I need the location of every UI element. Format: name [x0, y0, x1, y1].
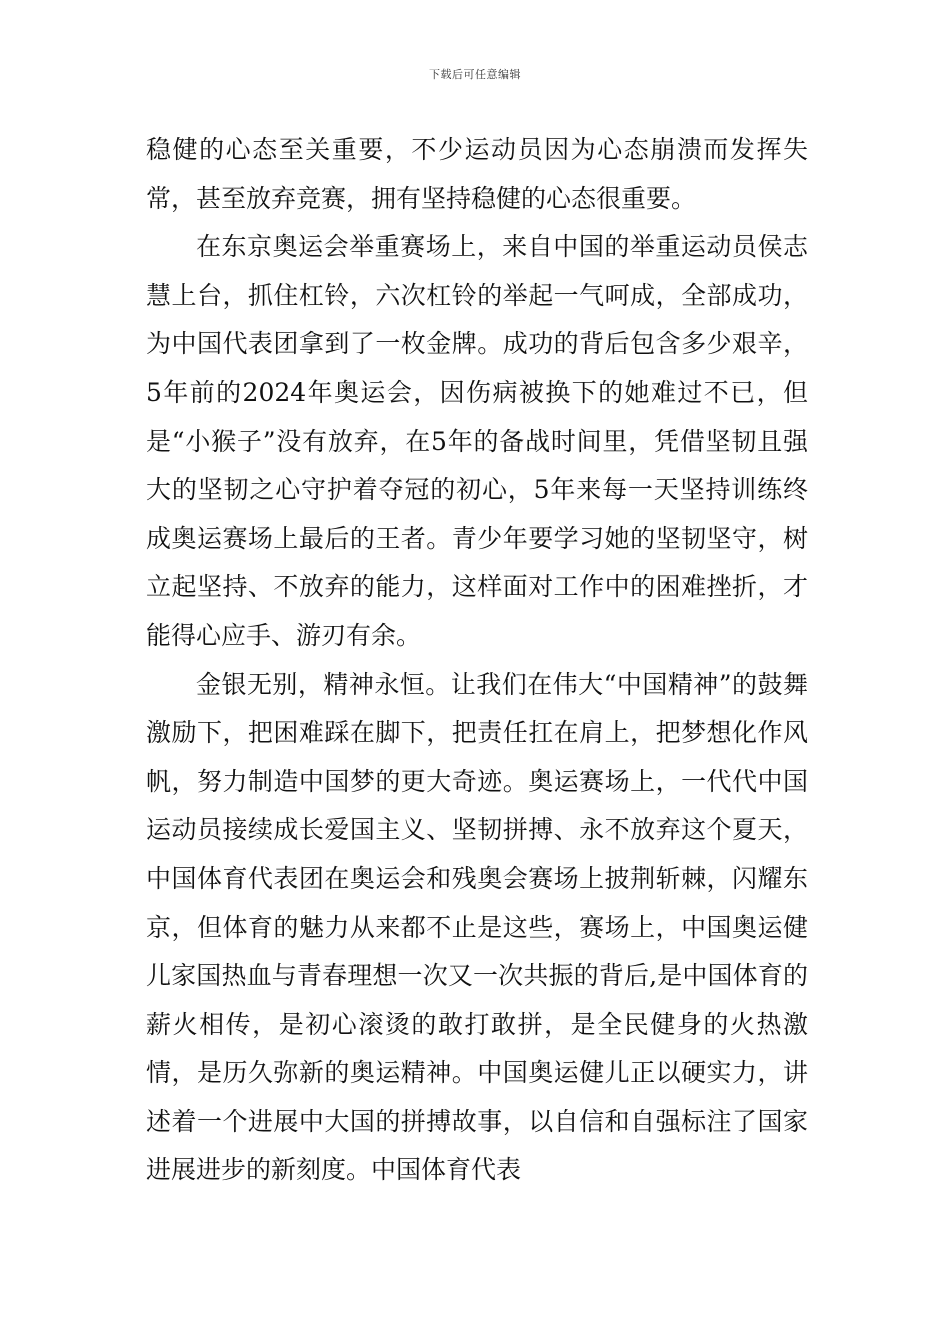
- document-body: [146, 126, 808, 1195]
- page-header-note: 下载后可任意编辑: [429, 68, 521, 81]
- paragraph-olympic-spirit: 金银无别，精神永恒。让我们在伟大“中国精神”的鼓舞激励下，把困难踩在脚下，把责任扛在肩上，把梦想化作风帆，努力制造中国梦的更大奇迹。奥运赛场上，一代代中国运动员接续成长爱国主义、坚韧拼搏、永不放弃这个夏天，中国体育代表团在奥运会和残奥会赛场上披荆斩棘，闪耀东京，但体育的魅力从来都不止是这些，赛场上，中国奥运健儿家国热血与青春理想一次又一次共振的背后,是中国体育的薪火相传，是初心滚烫的敢打敢拼，是全民健身的火热激情，是历久弥新的奥运精神。中国奥运健儿正以硬实力，讲述着一个进展中大国的拼搏故事，以自信和自强标注了国家进展进步的新刻度。中国体育代表: [146, 669, 808, 1185]
- paragraph-continuation: 稳健的心态至关重要，不少运动员因为心态崩溃而发挥失常，甚至放弃竞赛，拥有坚持稳健的心态很重要。: [146, 135, 808, 213]
- paragraph-weightlifting: 在东京奥运会举重赛场上，来自中国的举重运动员侯志慧上台，抓住杠铃，六次杠铃的举起一气呵成，全部成功，为中国代表团拿到了一枚金牌。成功的背后包含多少艰辛，5年前的2024年奥运会，因伤病被换下的她难过不已，但是“小猴子”没有放弃，在5年的备战时间里，凭借坚韧且强大的坚韧之心守护着夺冠的初心，5年来每一天坚持训练终成奥运赛场上最后的王者。青少年要学习她的坚韧坚守，树立起坚持、不放弃的能力，这样面对工作中的困难挫折，才能得心应手、游刃有余。: [146, 232, 808, 650]
